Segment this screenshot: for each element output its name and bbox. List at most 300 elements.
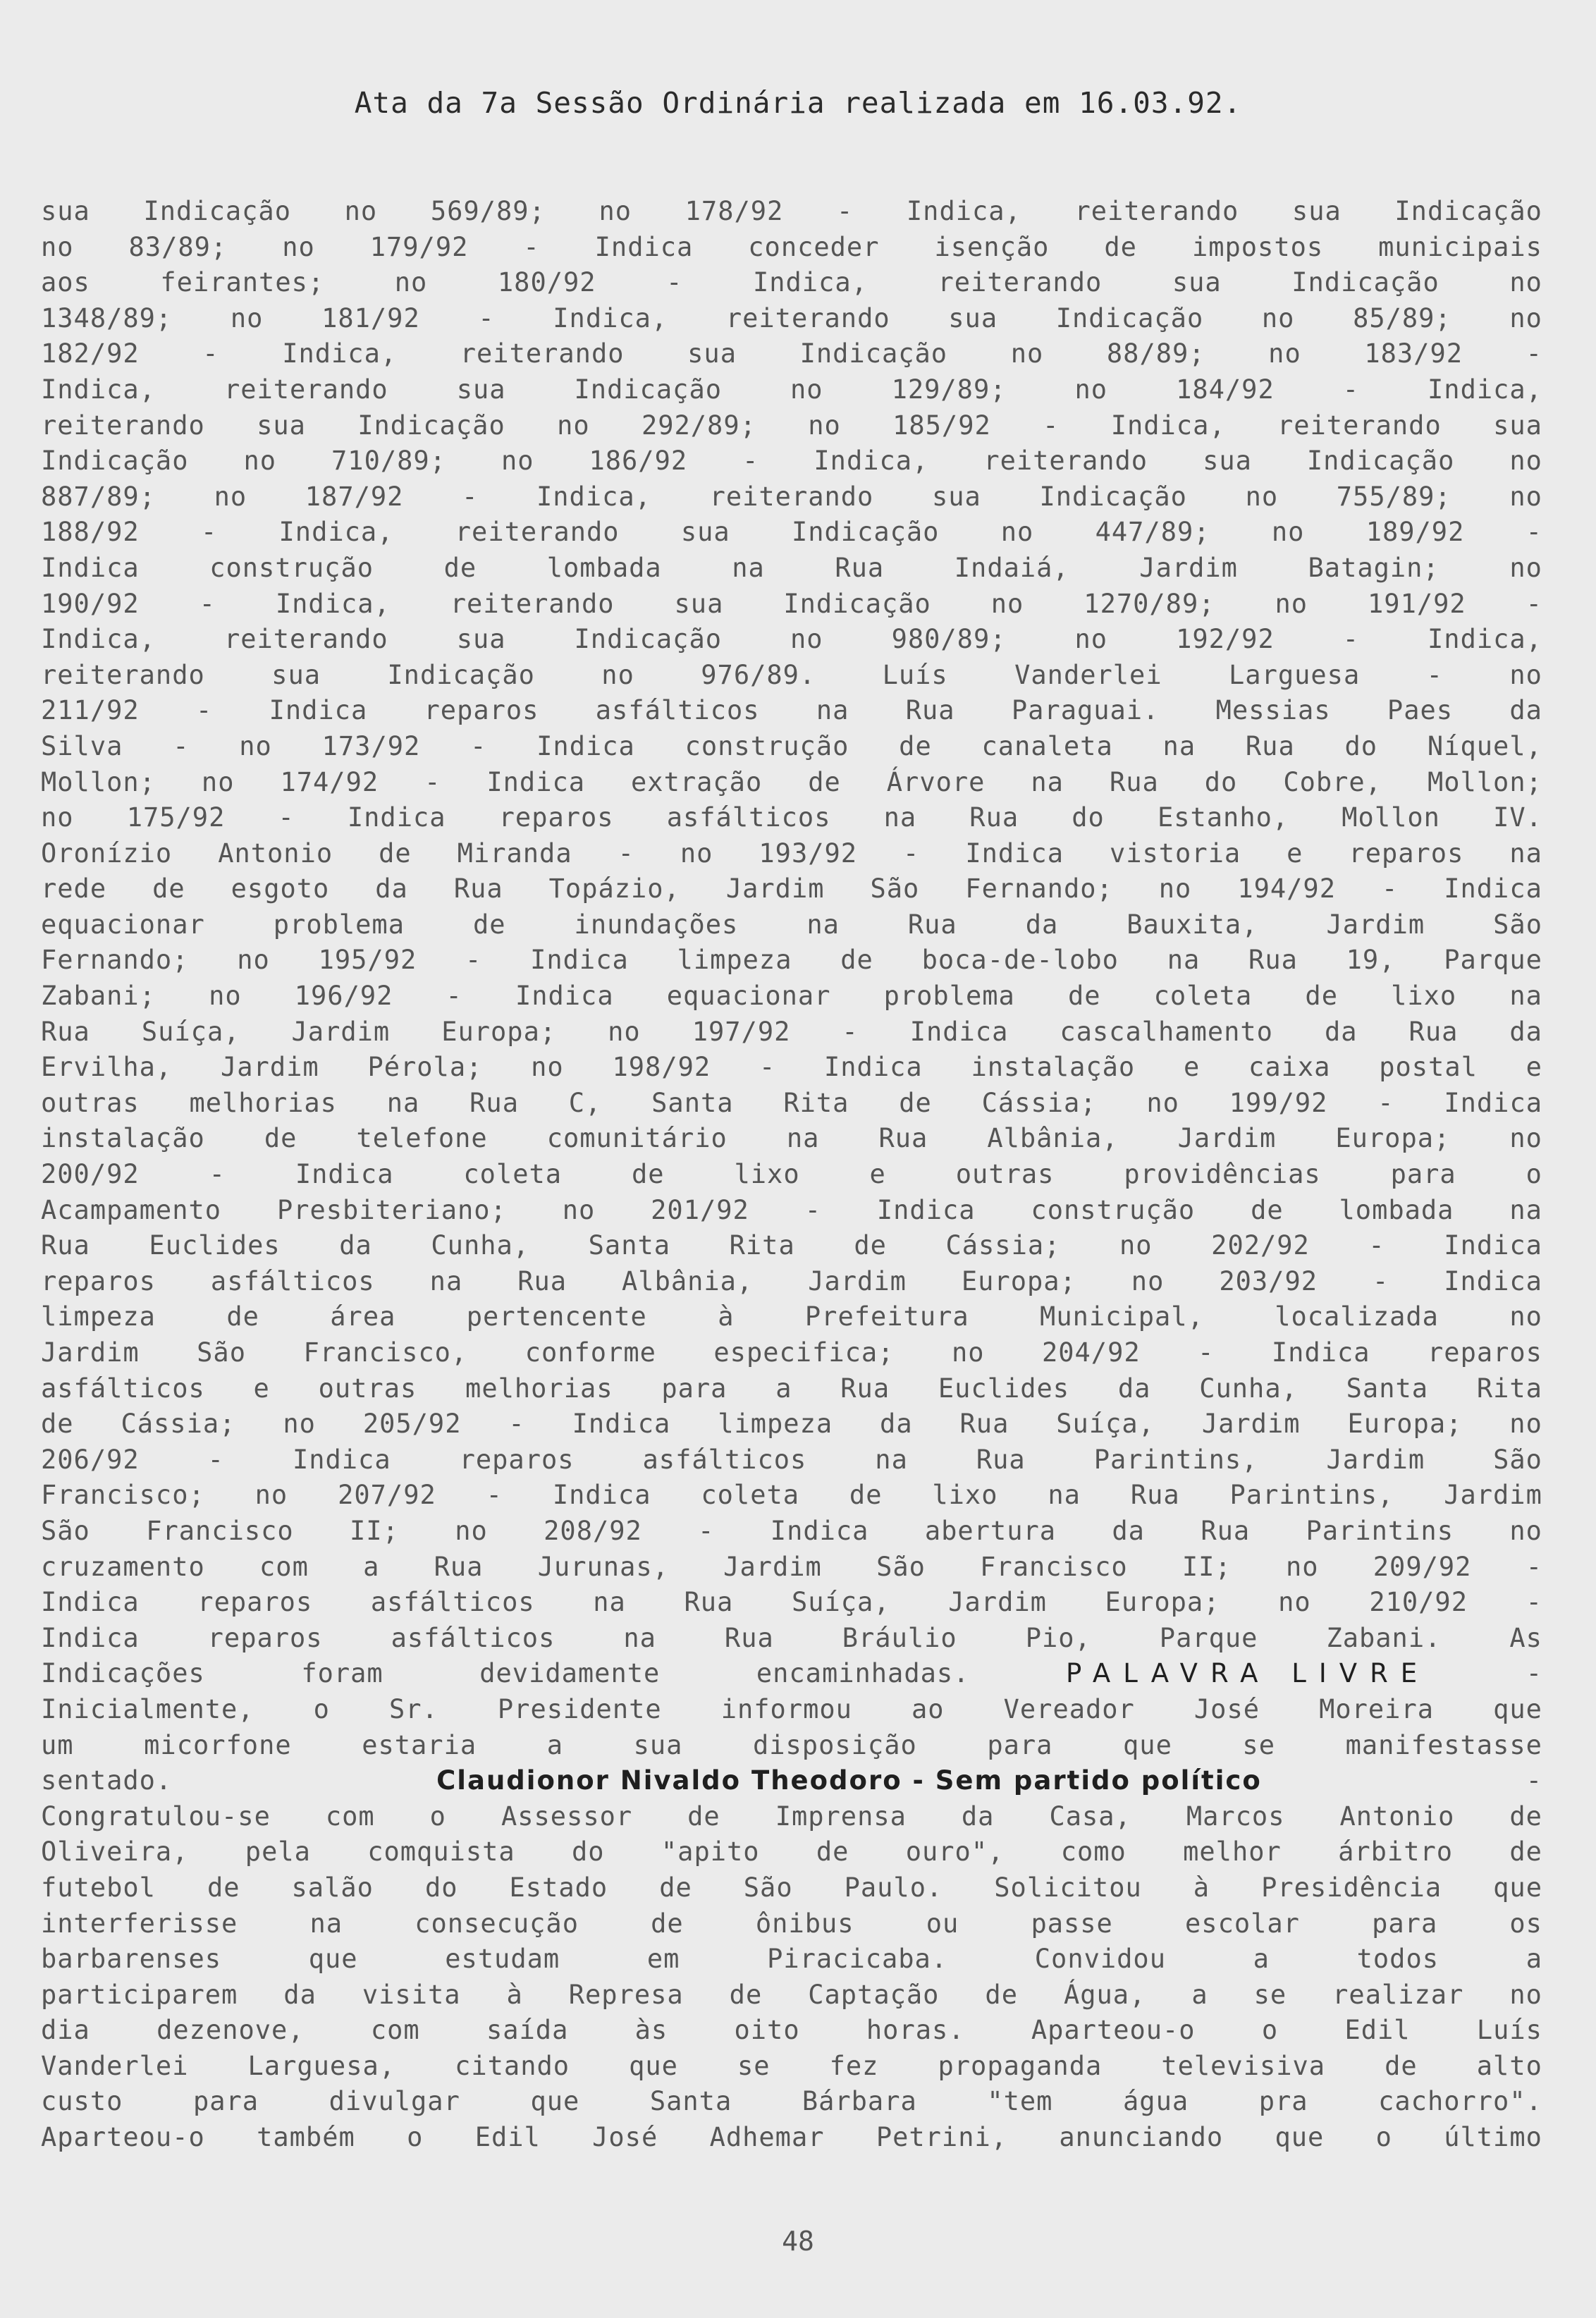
word: - — [1198, 1337, 1215, 1368]
text-line — [41, 907, 1542, 943]
text-line — [41, 2049, 1542, 2085]
word: que — [308, 1944, 358, 1975]
word: 200/92 — [41, 1159, 140, 1190]
text-line — [41, 1299, 1542, 1335]
word: feirantes; — [160, 267, 325, 298]
word: na — [1167, 945, 1201, 976]
word: Rita — [729, 1230, 795, 1261]
word: Indica — [1444, 1265, 1542, 1296]
word: São — [870, 873, 920, 904]
word: lombada — [1339, 1194, 1454, 1225]
word: limpeza — [718, 1409, 833, 1440]
word: dia — [41, 2015, 90, 2046]
word: no — [1271, 517, 1305, 548]
word: melhorias — [465, 1373, 613, 1404]
word: - — [1372, 1265, 1389, 1296]
word: Água, — [1063, 1979, 1146, 2010]
word: na — [1048, 1480, 1081, 1511]
word: Acampamento — [41, 1194, 222, 1225]
word: cruzamento — [41, 1551, 205, 1582]
word: anunciando — [1059, 2122, 1224, 2153]
text-line — [41, 979, 1542, 1014]
word: na — [1509, 981, 1542, 1012]
word: Indica, — [282, 338, 398, 369]
word: asfálticos — [391, 1622, 555, 1653]
word: Indicação — [574, 374, 723, 405]
word: Europa; — [961, 1265, 1076, 1296]
word: no — [1146, 1087, 1179, 1118]
word: Indica — [530, 945, 629, 976]
word: dezenove, — [156, 2015, 305, 2046]
word: sua — [674, 588, 724, 619]
word: Jardim — [1326, 1444, 1425, 1475]
word: Francisco; — [41, 1480, 205, 1511]
word: Paes — [1387, 695, 1454, 726]
word: no — [41, 802, 74, 833]
word: Zabani. — [1326, 1622, 1442, 1653]
word: C, — [568, 1087, 602, 1118]
word: de — [651, 1908, 684, 1939]
word: reiterando — [41, 659, 205, 690]
word: de — [1067, 981, 1101, 1012]
word: no — [1509, 302, 1542, 333]
word: às — [634, 2015, 668, 2046]
word: Indicações — [41, 1658, 205, 1689]
word: Jardim — [723, 1551, 822, 1582]
word: sua — [633, 1729, 683, 1760]
text-line — [41, 408, 1542, 444]
word: no — [531, 1052, 564, 1083]
word: no — [282, 231, 315, 262]
text-line — [41, 871, 1542, 907]
word: Rua — [724, 1622, 774, 1653]
word: 210/92 — [1369, 1587, 1468, 1618]
word: comunitário — [546, 1123, 728, 1154]
word: Solicitou — [994, 1872, 1142, 1903]
text-line — [41, 1157, 1542, 1193]
word: Aparteou-o — [41, 2122, 205, 2153]
word: São — [876, 1551, 926, 1582]
word: Vanderlei — [1014, 659, 1162, 690]
word: - — [446, 981, 462, 1012]
word: de — [1104, 231, 1137, 262]
word: Jardim — [41, 1337, 140, 1368]
word: no — [1074, 624, 1108, 655]
word: Indica — [552, 1480, 651, 1511]
word: Indica — [1444, 1230, 1542, 1261]
word: na — [623, 1622, 656, 1653]
word: reparos — [459, 1444, 575, 1475]
word: Indicação — [574, 624, 723, 655]
word: à — [718, 1301, 735, 1332]
text-line — [41, 622, 1542, 658]
word: no — [1010, 338, 1044, 369]
word: Rua — [976, 1444, 1026, 1475]
word: extração — [631, 766, 763, 797]
text-line — [41, 1977, 1542, 2013]
word: Rua — [905, 695, 955, 726]
word: Jardim — [1177, 1123, 1277, 1154]
word: aos — [41, 267, 90, 298]
word: - — [842, 1016, 859, 1047]
word: Topázio, — [548, 873, 680, 904]
word: Messias — [1215, 695, 1331, 726]
word: na — [1509, 838, 1542, 869]
word: Rua — [1130, 1480, 1180, 1511]
word: no — [808, 410, 841, 441]
word: Francisco — [980, 1551, 1128, 1582]
word: São — [1493, 1444, 1542, 1475]
word: Prefeitura — [804, 1301, 969, 1332]
word: 207/92 — [338, 1480, 436, 1511]
word: - — [759, 1052, 776, 1083]
word: no — [601, 659, 634, 690]
word: no — [1509, 1515, 1542, 1546]
word: Jardim — [948, 1587, 1047, 1618]
word: realizar — [1332, 1979, 1464, 2010]
word: no — [1509, 481, 1542, 512]
text-line — [41, 1834, 1542, 1870]
word: Indicação — [783, 588, 931, 619]
word: reparos — [207, 1622, 323, 1653]
word: Presidência — [1261, 1872, 1442, 1903]
word: no — [201, 766, 235, 797]
word: - — [199, 588, 216, 619]
word: sua — [1203, 446, 1252, 477]
word: José — [1193, 1693, 1260, 1724]
word: Indica — [292, 1444, 391, 1475]
word: - — [1526, 338, 1542, 369]
word: a — [546, 1729, 563, 1760]
word: no — [230, 302, 264, 333]
word: de — [854, 1230, 887, 1261]
word: no — [1285, 1551, 1319, 1582]
word: no — [1509, 1979, 1542, 2010]
word: reiterando — [983, 446, 1148, 477]
word: no — [790, 374, 823, 405]
word: 88/89; — [1106, 338, 1205, 369]
word: como — [1060, 1836, 1127, 1868]
word: Vereador — [1003, 1693, 1135, 1724]
word: de — [849, 1480, 883, 1511]
word: José — [592, 2122, 658, 2153]
word: no — [239, 730, 272, 761]
word: reiterando — [938, 267, 1103, 298]
word: reiterando — [41, 410, 205, 441]
word: de — [379, 838, 412, 869]
word: Indica — [41, 1622, 140, 1653]
word: 188/92 — [41, 517, 140, 548]
text-line — [41, 479, 1542, 515]
word: Presidente — [497, 1693, 662, 1724]
word: 183/92 — [1364, 338, 1463, 369]
word: ônibus — [755, 1908, 854, 1939]
word: se — [737, 2050, 771, 2081]
word: Municipal, — [1040, 1301, 1204, 1332]
word: - — [478, 302, 495, 333]
word: 192/92 — [1176, 624, 1275, 655]
word: Rita — [1476, 1373, 1542, 1404]
word: da — [1509, 695, 1542, 726]
word: asfálticos — [210, 1265, 375, 1296]
word: Rua — [1248, 945, 1298, 976]
word: de — [659, 1872, 692, 1903]
word: 206/92 — [41, 1444, 140, 1475]
word: sua — [948, 302, 998, 333]
word: - — [508, 1409, 525, 1440]
word: 202/92 — [1211, 1230, 1310, 1261]
word: no — [1000, 517, 1034, 548]
word: no — [562, 1194, 596, 1225]
word: 201/92 — [651, 1194, 749, 1225]
word: de — [687, 1801, 720, 1832]
word: 205/92 — [362, 1409, 462, 1440]
word: 203/92 — [1219, 1265, 1318, 1296]
word: asfálticos — [370, 1587, 535, 1618]
word: Captação — [808, 1979, 940, 2010]
word: 19, — [1346, 945, 1396, 976]
word: 1348/89; — [41, 302, 173, 333]
word: lombada — [546, 552, 662, 583]
word: que — [1493, 1693, 1542, 1724]
text-line — [41, 1763, 1542, 1799]
word: visita — [362, 1979, 461, 2010]
word: - — [195, 695, 213, 726]
word: - — [804, 1194, 821, 1225]
word: no — [209, 981, 242, 1012]
word: Estanho, — [1157, 802, 1289, 833]
word: - — [1342, 624, 1360, 655]
word: providências — [1124, 1159, 1321, 1190]
word: boca-de-lobo — [921, 945, 1119, 976]
word: Cássia; — [981, 1087, 1097, 1118]
word: com — [325, 1801, 375, 1832]
word: - — [200, 517, 218, 548]
word: construção — [209, 552, 374, 583]
word: Claudionor Nivaldo Theodoro - Sem partido político — [436, 1765, 1262, 1796]
word: Rua — [1201, 1515, 1251, 1546]
word: - — [424, 766, 441, 797]
word: da — [375, 873, 408, 904]
word: São — [41, 1515, 90, 1546]
page-title: Ata da 7a Sessão Ordinária realizada em 16.03.92. — [354, 86, 1242, 120]
word: o — [313, 1693, 330, 1724]
word: outras — [955, 1159, 1055, 1190]
word: sua — [931, 481, 981, 512]
text-line — [41, 1086, 1542, 1122]
text-line — [41, 1585, 1542, 1621]
word: - — [618, 838, 634, 869]
word: e — [253, 1373, 270, 1404]
word: no — [598, 196, 632, 226]
text-line — [41, 1656, 1542, 1692]
word: Suíça, — [791, 1587, 890, 1618]
word: 83/89; — [128, 231, 228, 262]
word: Árvore — [886, 766, 986, 797]
word: do — [1204, 766, 1238, 797]
word: asfálticos — [666, 802, 831, 833]
word: As — [1509, 1622, 1542, 1653]
word: com — [259, 1551, 309, 1582]
word: reiterando — [223, 624, 388, 655]
word: no — [1074, 374, 1108, 405]
word: da — [1509, 1016, 1542, 1047]
text-line — [41, 443, 1542, 479]
text-line — [41, 515, 1542, 551]
word: que — [629, 2050, 678, 2081]
word: cachorro". — [1378, 2086, 1542, 2117]
word: 180/92 — [497, 267, 596, 298]
word: Indica, — [814, 446, 929, 477]
word: para — [192, 2086, 259, 2117]
word: construção — [685, 730, 849, 761]
word: no — [951, 1337, 985, 1368]
word: 209/92 — [1373, 1551, 1472, 1582]
word: Indicação — [799, 338, 948, 369]
word: 185/92 — [892, 410, 991, 441]
word: com — [370, 2015, 420, 2046]
word: Marcos — [1186, 1801, 1285, 1832]
word: telefone — [356, 1123, 488, 1154]
word: Rua — [840, 1373, 890, 1404]
word: Larguesa — [1229, 659, 1361, 690]
word: pra — [1258, 2086, 1308, 2117]
word: 447/89; — [1095, 517, 1210, 548]
word: oito — [734, 2015, 800, 2046]
word: na — [1509, 1194, 1542, 1225]
word: no — [1261, 302, 1295, 333]
word: e — [1287, 838, 1303, 869]
word: Albânia, — [622, 1265, 754, 1296]
word: encaminhadas. — [756, 1658, 970, 1689]
word: de — [1509, 1801, 1542, 1832]
word: Níquel, — [1427, 730, 1542, 761]
word: no — [41, 231, 74, 262]
word: 174/92 — [280, 766, 379, 797]
text-line — [41, 1228, 1542, 1264]
word: Pio, — [1025, 1622, 1091, 1653]
word: reiterando — [450, 588, 615, 619]
word: Sr. — [389, 1693, 438, 1724]
word: o — [429, 1801, 446, 1832]
document-body — [41, 194, 1542, 2156]
word: reiterando — [1277, 410, 1442, 441]
word: Indicação — [1306, 446, 1455, 477]
word: Cunha, — [431, 1230, 530, 1261]
word: - — [209, 1159, 226, 1190]
word: a — [1191, 1979, 1208, 2010]
word: que — [530, 2086, 580, 2117]
word: limpeza — [41, 1301, 156, 1332]
word: Parintins, — [1229, 1480, 1394, 1511]
word: no — [394, 267, 428, 298]
word: conforme — [524, 1337, 656, 1368]
word: na — [786, 1123, 820, 1154]
word: citando — [455, 2050, 570, 2081]
word: de — [264, 1123, 297, 1154]
word: reiterando — [709, 481, 874, 512]
word: 976/89. — [701, 659, 816, 690]
word: Indica, — [536, 481, 651, 512]
word: melhor — [1183, 1836, 1282, 1868]
word: para — [987, 1729, 1053, 1760]
text-line — [41, 729, 1542, 765]
word: pela — [245, 1836, 311, 1868]
word: - — [278, 802, 295, 833]
text-line — [41, 1692, 1542, 1728]
word: abertura — [924, 1515, 1057, 1546]
word: isenção — [934, 231, 1050, 262]
word: - — [486, 1480, 503, 1511]
word: árbitro — [1338, 1836, 1454, 1868]
word: 193/92 — [759, 838, 858, 869]
word: na — [806, 909, 840, 940]
word: 129/89; — [891, 374, 1007, 405]
word: II; — [350, 1515, 399, 1546]
word: Indica — [295, 1159, 394, 1190]
word: Rua — [41, 1016, 90, 1047]
word: cascalhamento — [1060, 1016, 1273, 1047]
word: 85/89; — [1353, 302, 1451, 333]
word: 198/92 — [612, 1052, 711, 1083]
word: em — [646, 1944, 680, 1975]
word: no — [283, 1409, 316, 1440]
word: da — [1117, 1373, 1151, 1404]
word: Francisco, — [303, 1337, 468, 1368]
word: problema — [273, 909, 405, 940]
word: 292/89; — [641, 410, 756, 441]
word: reiterando — [223, 374, 388, 405]
word: de — [899, 730, 932, 761]
word: Jardim — [1201, 1409, 1301, 1440]
word: reiterando — [1074, 196, 1239, 226]
word: para — [661, 1373, 728, 1404]
word: na — [309, 1908, 343, 1939]
word: sua — [271, 659, 321, 690]
text-line — [41, 551, 1542, 587]
word: 1270/89; — [1084, 588, 1215, 619]
word: reparos — [424, 695, 539, 726]
word: 181/92 — [321, 302, 420, 333]
word: para — [1390, 1159, 1456, 1190]
word: Indica — [572, 1409, 671, 1440]
word: Parque — [1444, 945, 1542, 976]
word: Jardim — [291, 1016, 391, 1047]
word: de — [207, 1872, 240, 1903]
word: Indica — [347, 802, 446, 833]
word: outras — [318, 1373, 417, 1404]
word: Edil — [474, 2122, 541, 2153]
text-line — [41, 1335, 1542, 1371]
word: na — [732, 552, 765, 583]
word: Rua — [907, 909, 957, 940]
word: no — [1509, 446, 1542, 477]
word: na — [1031, 766, 1064, 797]
word: Adhemar — [709, 2122, 825, 2153]
word: alto — [1476, 2050, 1542, 2081]
word: - — [1426, 659, 1443, 690]
word: no — [680, 838, 713, 869]
word: sentado. — [41, 1765, 173, 1796]
word: Miranda — [457, 838, 572, 869]
word: da — [1025, 909, 1059, 940]
word: no — [1509, 1409, 1542, 1440]
word: - — [1526, 1587, 1542, 1618]
word: 569/89; — [430, 196, 546, 226]
word: de — [632, 1159, 665, 1190]
word: Santa — [651, 1087, 734, 1118]
word: 190/92 — [41, 588, 140, 619]
